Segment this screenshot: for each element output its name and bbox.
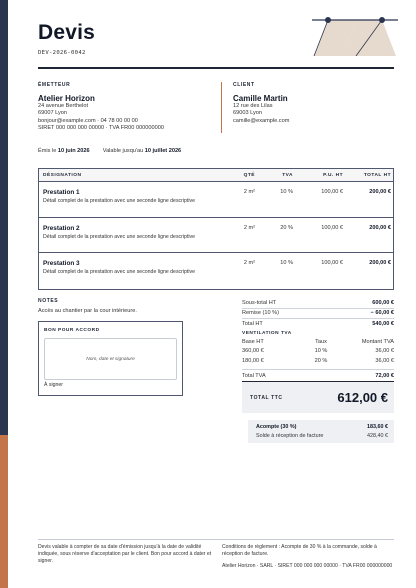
quote-page [8, 0, 416, 588]
issuer-address-2: 69007 Lyon [38, 110, 68, 117]
item-qty: 2 m² [243, 260, 255, 266]
header-divider [38, 67, 394, 69]
discount-label: Remise (10 %) [242, 310, 279, 317]
vat-base: 360,00 € [242, 348, 264, 354]
notes-label: NOTES [38, 298, 59, 304]
sidebar-accent-bar [0, 0, 8, 588]
client-email: camille@example.com [233, 117, 290, 124]
client-address-1: 12 rue des Lilas [233, 103, 273, 109]
subtotal-value: 600,00 € [372, 299, 394, 306]
deposit-value: 183,60 € [367, 424, 388, 430]
vat-total-value: 72,00 € [375, 372, 394, 379]
issuer-legal: SIRET 000 000 000 00000 · TVA FR00 000000000 [38, 125, 164, 132]
col-tva: TVA [282, 173, 293, 178]
footer-legal: Atelier Horizon · SARL · SIRET 000 000 000 00000 · TVA FR00 000000000 [222, 563, 393, 570]
table-row [39, 218, 393, 254]
item-tva: 20 % [280, 224, 293, 231]
client-accent-bar [221, 82, 222, 133]
item-name: Prestation 2 [43, 224, 80, 232]
issuer-name: Atelier Horizon [38, 94, 95, 103]
subtotal-label: Sous-total HT [242, 299, 277, 306]
vat-col-base: Base HT [242, 338, 264, 345]
col-unit-price: P.U. HT [323, 173, 343, 178]
discount-row [242, 309, 394, 320]
client-name: Camille Martin [233, 94, 288, 103]
company-logo [312, 14, 398, 56]
signature-place: À signer [44, 382, 64, 388]
total-ht-value: 540,00 € [372, 321, 394, 328]
vat-breakdown-table [242, 339, 394, 364]
item-total: 200,00 € [369, 224, 391, 231]
total-ttc-box [242, 381, 394, 413]
table-row [39, 253, 393, 289]
issuer-contact: bonjour@example.com · 04 78 00 00 00 [38, 117, 138, 124]
deposit-row [256, 423, 388, 432]
col-designation: DÉSIGNATION [43, 173, 82, 178]
item-name: Prestation 3 [43, 260, 80, 267]
footer-validity-note: Devis valable à compter de sa date d'émission jusqu'à la date de validité indiquée, sous réserve d'acceptation par le client. Bon pour accord à dater et signer. [38, 544, 212, 565]
document-title: Devis [38, 21, 96, 44]
deposit-box [248, 420, 394, 443]
issued-date: 10 juin 2026 [57, 148, 90, 154]
item-unit-price: 100,00 € [321, 260, 343, 266]
vat-amount: 36,00 € [375, 348, 394, 354]
col-total: TOTAL HT [363, 173, 391, 178]
issuer-block [38, 82, 218, 133]
vat-total-label: Total TVA [242, 372, 266, 379]
item-unit-price: 100,00 € [321, 224, 343, 231]
vat-breakdown-title: VENTILATION TVA [242, 330, 292, 336]
total-ttc-label: TOTAL TTC [250, 394, 283, 401]
vat-rate: 10 % [314, 348, 328, 354]
footer-terms [222, 544, 394, 571]
item-qty: 2 m² [243, 224, 255, 231]
item-total: 200,00 € [369, 260, 391, 266]
vat-col-rate: Taux [315, 338, 327, 345]
items-table [38, 168, 394, 290]
client-address-2: 69003 Lyon [233, 110, 263, 117]
table-header [39, 169, 393, 182]
vat-rate: 20 % [314, 357, 328, 364]
balance-value: 428,40 € [367, 433, 388, 439]
balance-row [256, 432, 388, 441]
col-qty: QTÉ [243, 173, 255, 178]
item-description: Détail complet de la prestation avec une seconde ligne descriptive [43, 198, 195, 204]
item-total: 200,00 € [369, 189, 391, 195]
discount-value: − 60,00 € [370, 310, 394, 317]
total-ttc-value: 612,00 € [337, 390, 388, 405]
table-row [39, 182, 393, 218]
document-number: DEV-2026-0042 [38, 50, 86, 56]
item-description: Détail complet de la prestation avec une seconde ligne descriptive [43, 269, 195, 275]
valid-label: Valable jusqu'au [102, 148, 144, 154]
issuer-address-1: 24 avenue Berthelot [38, 103, 89, 109]
notes-text: Accès au chantier par la cour intérieure. [38, 308, 137, 314]
document-dates [38, 148, 181, 154]
vat-total-row [242, 369, 394, 379]
signature-box [38, 321, 183, 396]
item-name: Prestation 1 [43, 189, 80, 196]
item-tva: 10 % [280, 260, 293, 266]
subtotal-row [242, 298, 394, 309]
notes-block [38, 298, 188, 314]
total-ht-row [242, 319, 394, 330]
client-block [233, 82, 383, 125]
signature-placeholder: Nom, date et signature [86, 356, 135, 362]
item-qty: 2 m² [243, 189, 255, 195]
client-label: CLIENT [233, 82, 255, 88]
item-unit-price: 100,00 € [321, 189, 343, 195]
deposit-label: Acompte (30 %) [256, 424, 297, 430]
issued-label: Émis le [38, 148, 57, 154]
item-tva: 10 % [280, 189, 293, 195]
footer-divider [38, 539, 394, 540]
balance-label: Solde à réception de facture [256, 433, 324, 439]
signature-label: BON POUR ACCORD [44, 328, 100, 333]
total-ht-label: Total HT [242, 321, 263, 328]
vat-amount: 36,00 € [375, 357, 394, 364]
item-description: Détail complet de la prestation avec une seconde ligne descriptive [43, 233, 195, 240]
valid-date: 10 juillet 2026 [144, 148, 182, 154]
vat-col-amount: Montant TVA [361, 338, 394, 345]
payment-terms: Conditions de règlement : Acompte de 30 % à la commande, solde à réception de facture. [222, 544, 377, 558]
signature-field[interactable] [44, 338, 177, 380]
totals-block [242, 298, 394, 379]
vat-base: 180,00 € [242, 357, 264, 364]
issuer-label: ÉMETTEUR [38, 82, 71, 88]
